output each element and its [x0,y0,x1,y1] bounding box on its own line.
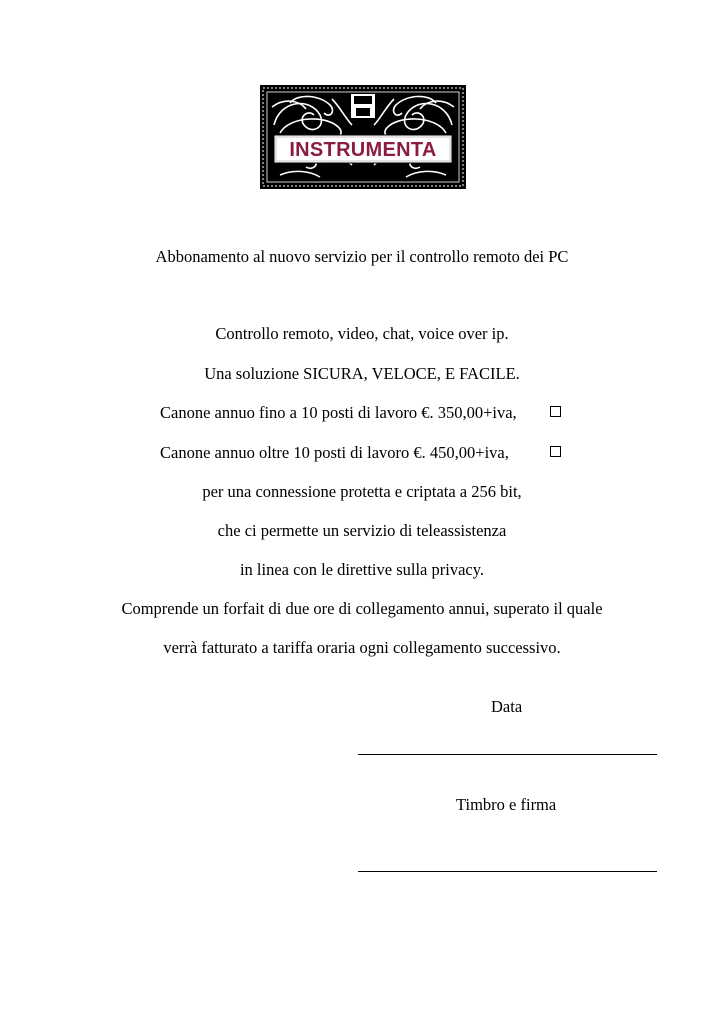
tagline: Una soluzione SICURA, VELOCE, E FACILE. [204,364,520,383]
option-checkbox-basic[interactable] [550,406,561,417]
signature-line[interactable] [358,871,657,872]
features-line: Controllo remoto, video, chat, voice over ip. [215,324,509,343]
instrumenta-logo [260,85,466,189]
svg-text:INSTRUMENTA: INSTRUMENTA [289,139,437,161]
detail-line: in linea con le direttive sulla privacy. [239,560,485,579]
detail-line: che ci permette un servizio di teleassistenza [217,521,507,540]
option-label-basic: Canone annuo fino a 10 posti di lavoro €. 350,00+iva, [160,403,517,422]
signature-label: Timbro e firma [456,795,557,814]
detail-line: Comprende un forfait di due ore di collegamento annui, superato il quale [121,599,603,618]
subscription-title: Abbonamento al nuovo servizio per il controllo remoto dei PC [155,247,569,266]
option-checkbox-extended[interactable] [550,446,561,457]
detail-line: per una connessione protetta e criptata a 256 bit, [202,482,522,501]
option-label-extended: Canone annuo oltre 10 posti di lavoro €. 450,00+iva, [160,443,509,462]
date-label: Data [491,697,523,716]
detail-line: verrà fatturato a tariffa oraria ogni collegamento successivo. [163,638,561,657]
ornament-logo-graphic [260,85,466,189]
date-line[interactable] [358,754,657,755]
